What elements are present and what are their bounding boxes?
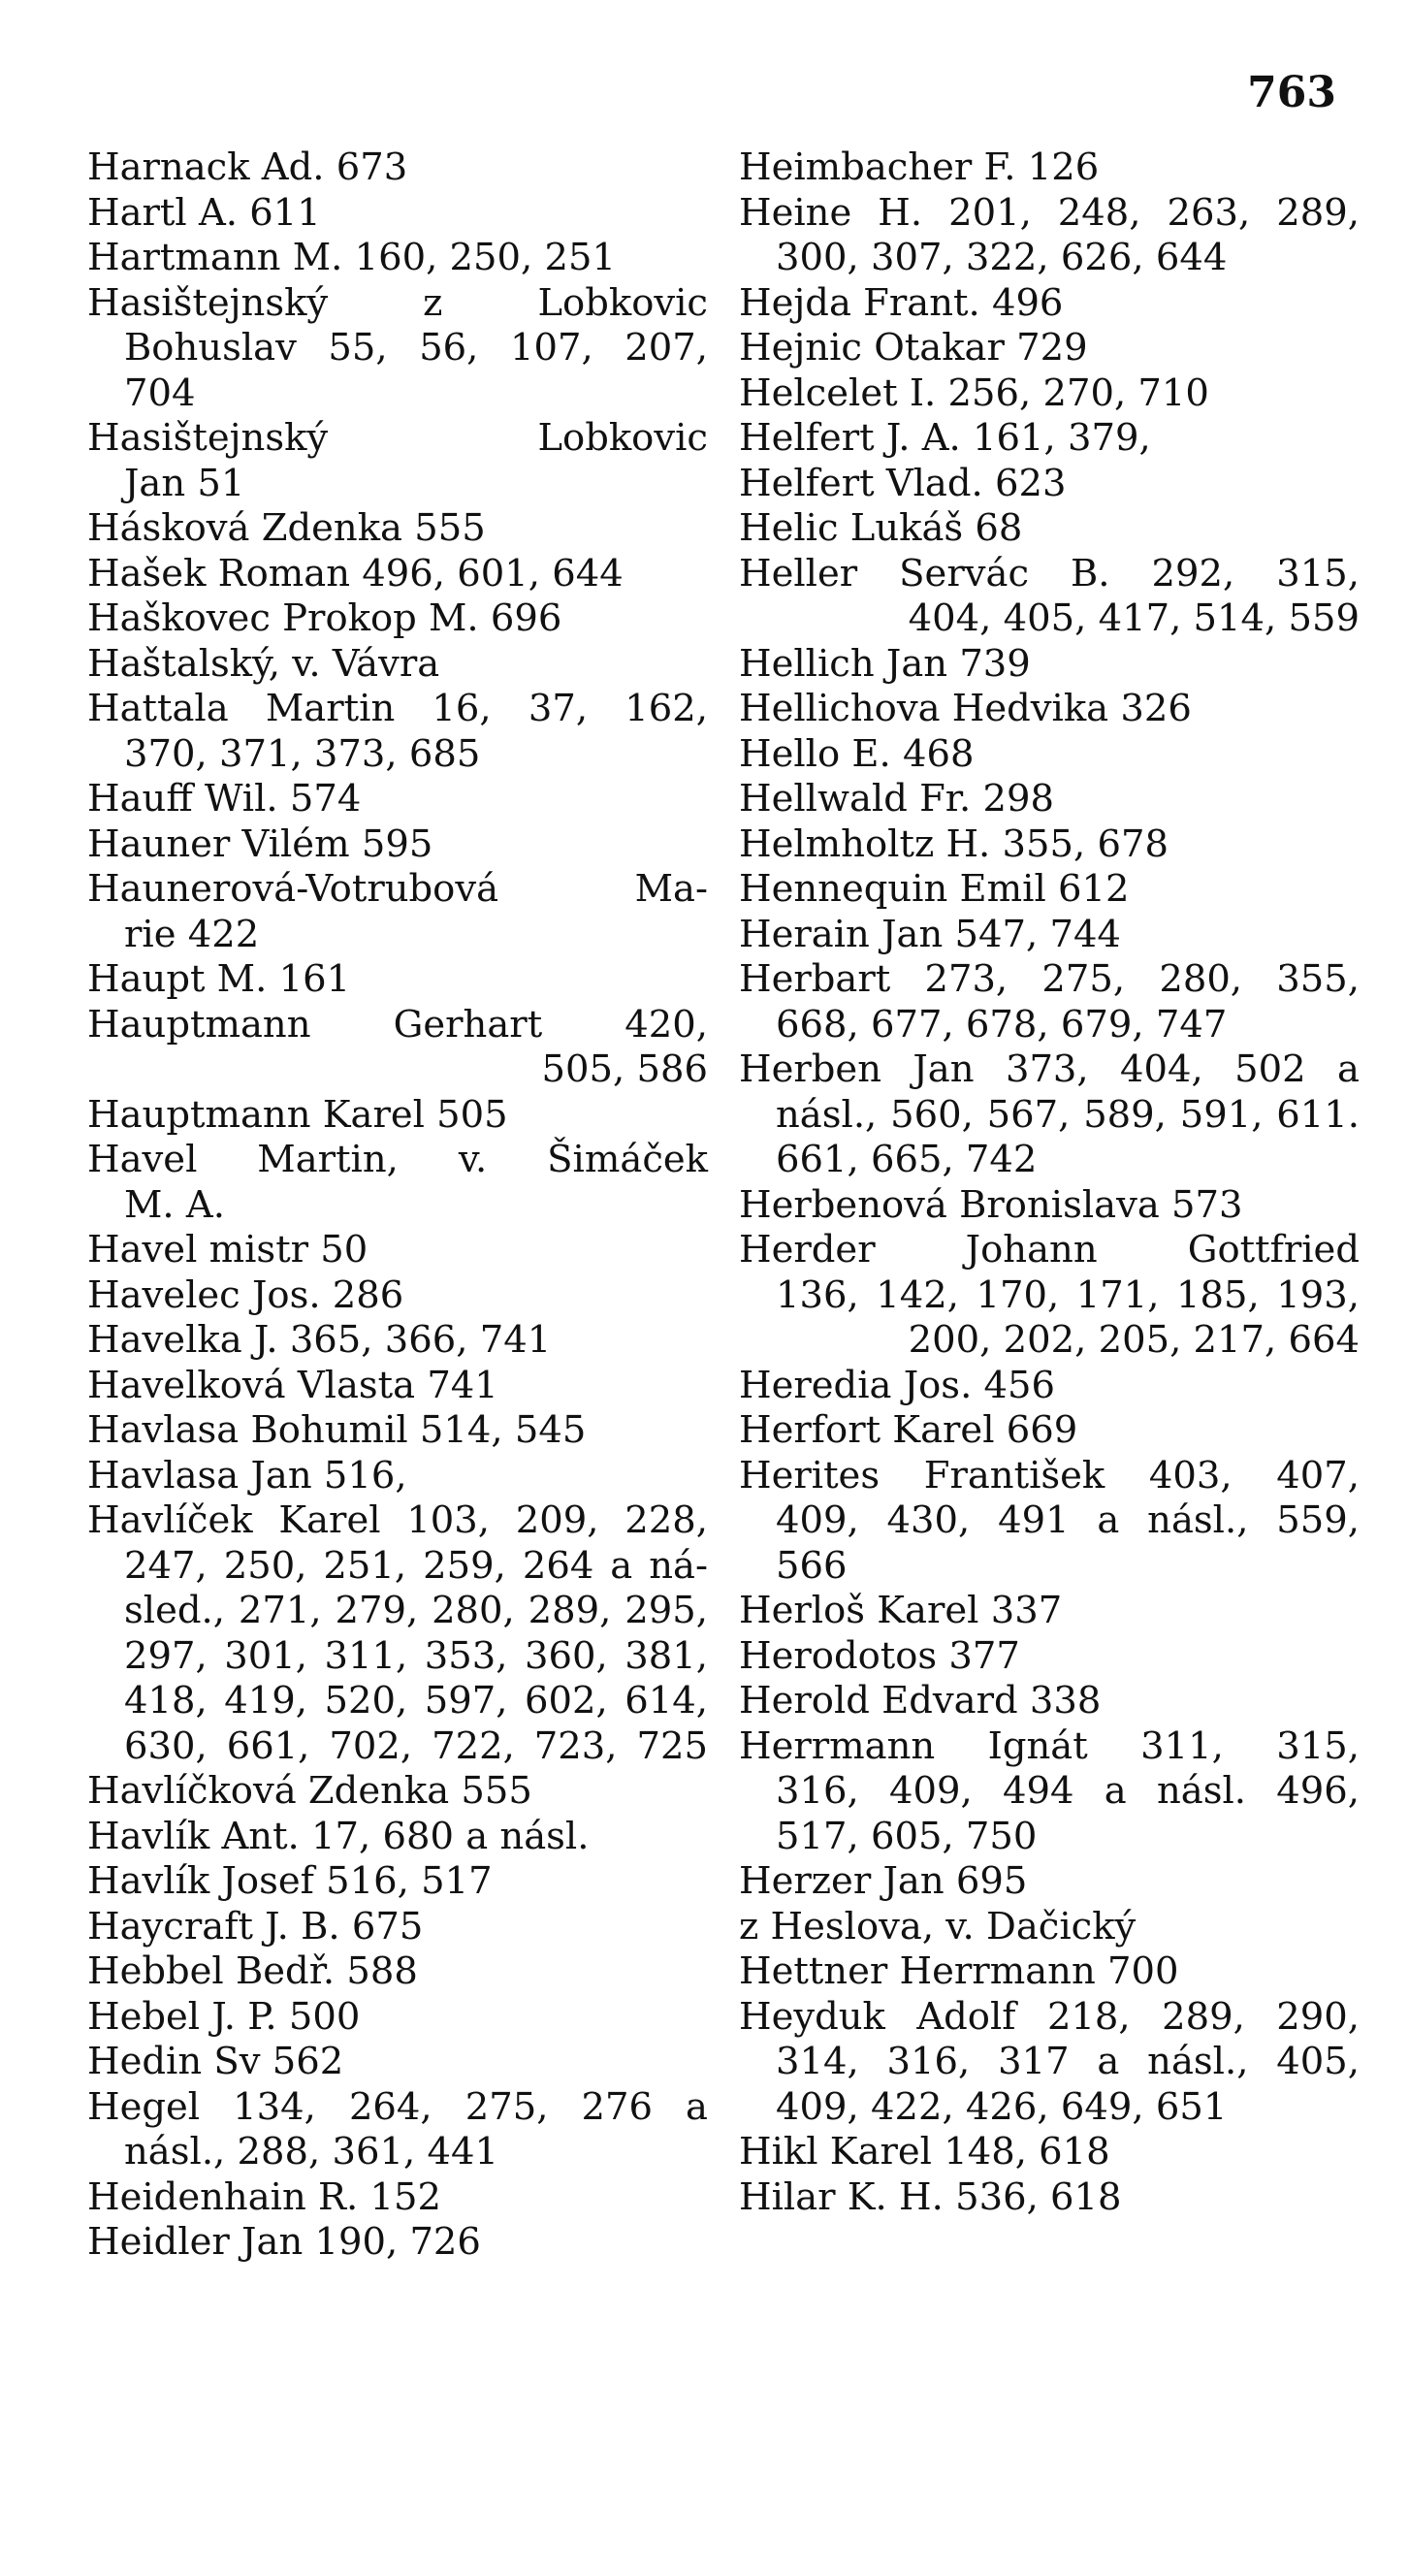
index-entry	[87, 867, 708, 957]
index-entry	[87, 2175, 708, 2221]
entry-line: 297, 301, 311, 353, 360, 381,	[124, 1633, 708, 1678]
entry-line: Harnack Ad. 673	[87, 145, 408, 189]
index-entry	[87, 1815, 708, 1860]
index-entry	[87, 552, 708, 597]
entry-line: Haštalský, v. Vávra	[87, 641, 440, 686]
entry-line: Hellwald Fr. 298	[739, 777, 1054, 821]
index-entry	[87, 687, 708, 777]
index-entry	[739, 145, 1360, 191]
entry-line: 704	[124, 370, 196, 415]
entry-line: Hašek Roman 496, 601, 644	[87, 551, 624, 596]
index-entry	[87, 1318, 708, 1364]
entry-line: sled., 271, 279, 280, 289, 295,	[124, 1589, 708, 1632]
index-entry	[739, 1995, 1360, 2131]
entry-line: Hauff Wil. 574	[87, 777, 362, 821]
index-column-left	[87, 145, 708, 2266]
entry-line: Havlík Ant. 17, 680 a násl.	[87, 1814, 590, 1858]
index-entry	[739, 1634, 1360, 1680]
entry-line: 409, 422, 426, 649, 651	[776, 2084, 1228, 2129]
entry-line: Hauptmann Gerhart 420,	[87, 1002, 708, 1046]
entry-line: Hauner Vilém 595	[87, 821, 433, 866]
entry-line: 316, 409, 494 a násl. 496,	[776, 1769, 1360, 1813]
index-entry	[739, 1047, 1360, 1183]
entry-line: Hejda Frant. 496	[739, 280, 1064, 325]
index-entry	[87, 642, 708, 688]
entry-line: Heidenhain R. 152	[87, 2174, 441, 2219]
entry-line: Hello E. 468	[739, 731, 975, 776]
entry-line: 404, 405, 417, 514, 559	[908, 596, 1360, 640]
index-entry	[87, 1408, 708, 1454]
index-entry	[739, 2175, 1360, 2221]
entry-line: Herold Edvard 338	[739, 1679, 1102, 1723]
entry-line: 566	[776, 1543, 848, 1588]
index-entry	[87, 506, 708, 552]
index-entry	[739, 822, 1360, 868]
index-entry	[87, 1228, 708, 1273]
index-entry	[739, 191, 1360, 281]
entry-line: 409, 430, 491 a násl., 559,	[776, 1498, 1360, 1542]
entry-line: 314, 316, 317 a násl., 405,	[776, 2040, 1360, 2083]
entry-line: Hattala Martin 16, 37, 162,	[87, 687, 708, 730]
index-entry	[87, 1498, 708, 1769]
index-entry	[87, 957, 708, 1003]
entry-line: Hásková Zdenka 555	[87, 506, 486, 550]
entry-line: Hellichova Hedvika 326	[739, 687, 1192, 730]
entry-line: 370, 371, 373, 685	[124, 731, 481, 776]
index-entry	[87, 1905, 708, 1950]
index-entry	[87, 1364, 708, 1409]
entry-line: Hauptmann Karel 505	[87, 1092, 508, 1137]
index-entry	[87, 1138, 708, 1228]
entry-line: z Heslova, v. Dačický	[739, 1904, 1137, 1948]
index-entry	[739, 1679, 1360, 1724]
entry-line: Helfert J. A. 161, 379,	[739, 416, 1151, 460]
index-entry	[739, 1859, 1360, 1905]
entry-line: Herzer Jan 695	[739, 1859, 1028, 1903]
entry-line: Heidler Jan 190, 726	[87, 2220, 481, 2264]
entry-line: 200, 202, 205, 217, 664	[908, 1318, 1360, 1362]
index-entry	[87, 596, 708, 642]
index-entry	[87, 416, 708, 506]
index-entry	[739, 777, 1360, 822]
entry-line: rie 422	[124, 912, 260, 956]
entry-line: Haunerová-Votrubová Ma-	[87, 867, 708, 911]
index-entry	[87, 1859, 708, 1905]
entry-line: Hartl A. 611	[87, 190, 321, 235]
entry-line: 517, 605, 750	[776, 1814, 1038, 1858]
index-entry	[87, 1454, 708, 1499]
index-entry	[87, 2040, 708, 2085]
entry-line: Havlík Josef 516, 517	[87, 1859, 493, 1903]
index-entry	[87, 2220, 708, 2266]
entry-line: 505, 586	[541, 1047, 708, 1091]
entry-line: Helmholtz H. 355, 678	[739, 821, 1169, 866]
index-entry	[739, 1949, 1360, 1995]
page-number: 763	[1247, 68, 1336, 117]
index-entry	[739, 552, 1360, 642]
index-entry	[87, 1949, 708, 1995]
entry-line: Heyduk Adolf 218, 289, 290,	[739, 1994, 1360, 2039]
index-entry	[739, 687, 1360, 732]
index-entry	[739, 642, 1360, 688]
entry-line: Herrmann Ignát 311, 315,	[739, 1723, 1360, 1768]
entry-line: Helfert Vlad. 623	[739, 461, 1067, 505]
entry-line: Hebbel Bedř. 588	[87, 1949, 418, 1993]
index-entry	[739, 1905, 1360, 1950]
entry-line: Haupt M. 161	[87, 957, 351, 1001]
index-entry	[87, 145, 708, 191]
entry-line: Jan 51	[124, 461, 245, 505]
index-entry	[739, 913, 1360, 958]
entry-line: Helcelet I. 256, 270, 710	[739, 370, 1209, 415]
entry-line: Herfort Karel 669	[739, 1408, 1078, 1452]
index-entry	[739, 1183, 1360, 1229]
index-entry	[739, 326, 1360, 371]
entry-line: Herder Johann Gottfried	[739, 1228, 1360, 1272]
entry-line: Bohuslav 55, 56, 107, 207,	[124, 326, 708, 370]
entry-line: Havel Martin, v. Šimáček	[87, 1138, 708, 1181]
entry-line: Hartmann M. 160, 250, 251	[87, 236, 616, 279]
index-entry	[739, 462, 1360, 507]
index-entry	[739, 281, 1360, 327]
entry-line: Hasištejnský z Lobkovic	[87, 280, 708, 325]
entry-line: 300, 307, 322, 626, 644	[776, 236, 1228, 279]
entry-line: Herbenová Bronislava 573	[739, 1182, 1243, 1227]
entry-line: Havelec Jos. 286	[87, 1272, 404, 1317]
entry-line: Heller Servác B. 292, 315,	[739, 551, 1360, 596]
index-entry	[739, 1364, 1360, 1409]
index-entry	[87, 2085, 708, 2175]
index-entry	[739, 867, 1360, 913]
entry-line: Havlasa Bohumil 514, 545	[87, 1408, 587, 1452]
entry-line: Heine H. 201, 248, 263, 289,	[739, 190, 1360, 235]
index-entry	[87, 1093, 708, 1139]
entry-line: Hedin Sv 562	[87, 2040, 344, 2083]
entry-line: Herodotos 377	[739, 1633, 1020, 1678]
index-entry	[87, 1003, 708, 1093]
entry-line: M. A.	[124, 1182, 225, 1227]
entry-line: Helic Lukáš 68	[739, 506, 1023, 550]
index-entry	[739, 371, 1360, 417]
index-entry	[739, 1454, 1360, 1590]
entry-line: Heimbacher F. 126	[739, 145, 1100, 189]
index-entry	[739, 1228, 1360, 1364]
index-entry	[87, 1995, 708, 2041]
index-entry	[739, 732, 1360, 778]
entry-line: Havel mistr 50	[87, 1228, 368, 1272]
entry-line: 136, 142, 170, 171, 185, 193,	[776, 1272, 1360, 1317]
index-column-right	[739, 145, 1360, 2220]
entry-line: Hasištejnský Lobkovic	[87, 416, 708, 460]
entry-line: Herbart 273, 275, 280, 355,	[739, 957, 1360, 1001]
index-entry	[739, 1724, 1360, 1860]
entry-line: Hennequin Emil 612	[739, 867, 1130, 911]
entry-line: Herben Jan 373, 404, 502 a	[739, 1047, 1360, 1091]
entry-line: Hilar K. H. 536, 618	[739, 2174, 1122, 2219]
entry-line: Herain Jan 547, 744	[739, 912, 1121, 956]
index-entry	[739, 1589, 1360, 1634]
entry-line: Hegel 134, 264, 275, 276 a	[87, 2084, 708, 2129]
entry-line: 418, 419, 520, 597, 602, 614,	[124, 1679, 708, 1723]
index-entry	[87, 281, 708, 417]
entry-line: Havelková Vlasta 741	[87, 1363, 498, 1407]
index-entry	[739, 957, 1360, 1047]
entry-line: Hellich Jan 739	[739, 641, 1031, 686]
entry-line: Haycraft J. B. 675	[87, 1904, 424, 1948]
entry-line: 247, 250, 251, 259, 264 a ná-	[124, 1543, 708, 1588]
entry-line: Herites František 403, 407,	[739, 1453, 1360, 1497]
index-entry	[739, 416, 1360, 462]
entry-line: 661, 665, 742	[776, 1138, 1038, 1181]
entry-line: Hejnic Otakar 729	[739, 326, 1088, 370]
index-entry	[739, 1408, 1360, 1454]
index-entry	[87, 236, 708, 281]
entry-line: Haškovec Prokop M. 696	[87, 596, 562, 640]
entry-line: 630, 661, 702, 722, 723, 725	[124, 1723, 708, 1768]
entry-line: 668, 677, 678, 679, 747	[776, 1002, 1228, 1046]
entry-line: Havlíček Karel 103, 209, 228,	[87, 1498, 708, 1542]
entry-line: Havelka J. 365, 366, 741	[87, 1318, 552, 1362]
entry-line: Havlíčková Zdenka 555	[87, 1769, 532, 1813]
entry-line: násl., 560, 567, 589, 591, 611.	[776, 1092, 1360, 1137]
index-entry	[739, 506, 1360, 552]
entry-line: Hikl Karel 148, 618	[739, 2130, 1110, 2174]
index-entry	[739, 2130, 1360, 2175]
index-entry	[87, 191, 708, 237]
entry-line: Heredia Jos. 456	[739, 1363, 1056, 1407]
entry-line: Havlasa Jan 516,	[87, 1453, 407, 1497]
index-entry	[87, 1273, 708, 1319]
index-entry	[87, 777, 708, 822]
entry-line: Hettner Herrmann 700	[739, 1949, 1179, 1993]
index-entry	[87, 822, 708, 868]
entry-line: Hebel J. P. 500	[87, 1994, 361, 2039]
entry-line: násl., 288, 361, 441	[124, 2130, 498, 2174]
entry-line: Herloš Karel 337	[739, 1589, 1063, 1632]
index-entry	[87, 1769, 708, 1815]
